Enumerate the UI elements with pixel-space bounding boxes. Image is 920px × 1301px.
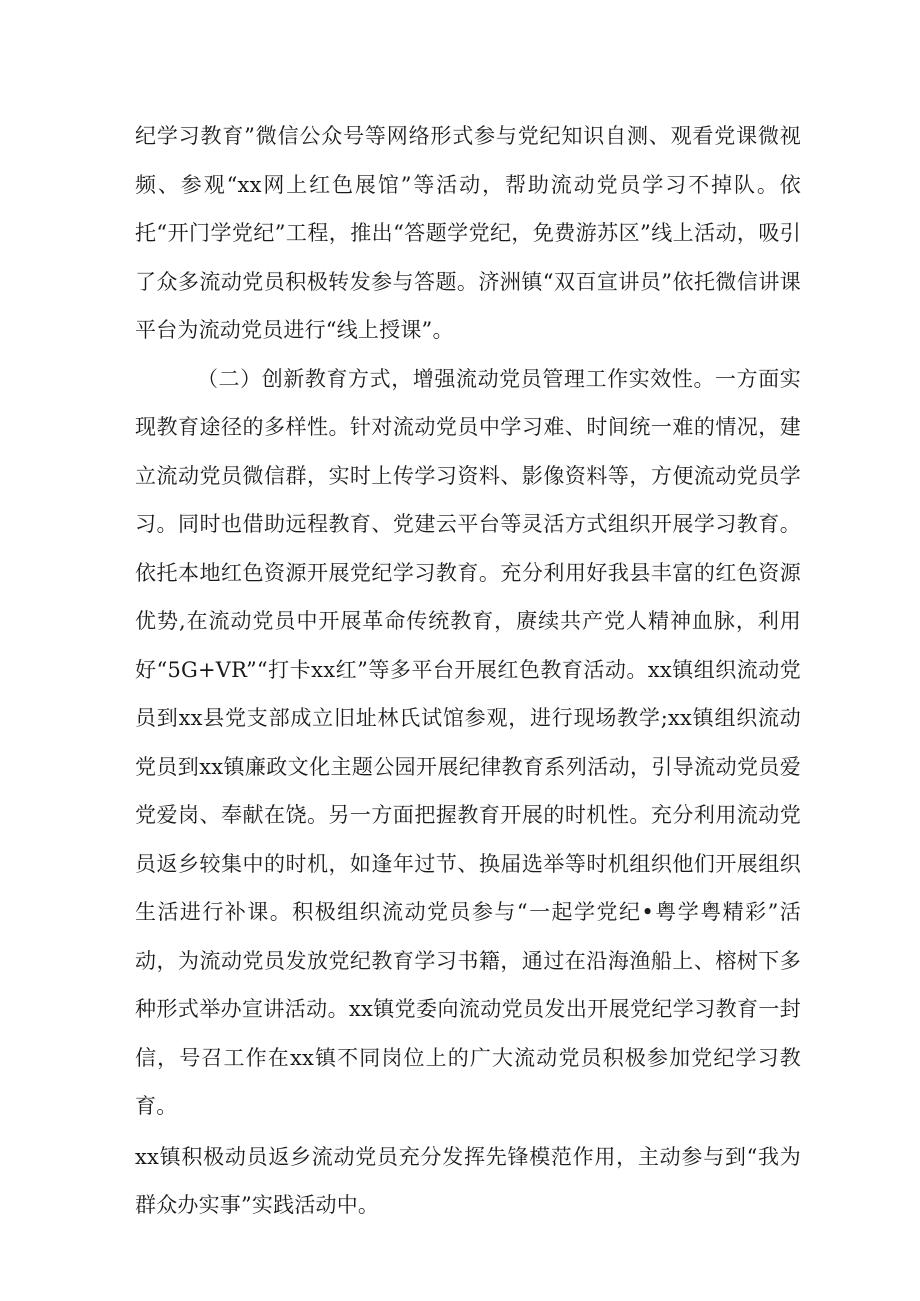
paragraph-town-mobilization: xx镇积极动员返乡流动党员充分发挥先锋模范作用，主动参与到“我为群众办实事”实践活动中。: [135, 1144, 801, 1217]
document-body: [135, 112, 801, 1230]
paragraph-continuation: 纪学习教育”微信公众号等网络形式参与党纪知识自测、观看党课微视频、参观“xx网上红色展馆”等活动，帮助流动党员学习不掉队。依托“开门学党纪”工程，推出“答题学党纪，免费游苏区”线上活动，吸引了众多流动党员积极转发参与答题。济洲镇“双百宣讲员”依托微信讲课平台为流动党员进行“线上授课”。: [135, 124, 801, 342]
paragraph-education-methods: （二）创新教育方式，增强流动党员管理工作实效性。一方面实现教育途径的多样性。针对流动党员中学习难、时间统一难的情况，建立流动党员微信群，实时上传学习资料、影像资料等，方便流动党员学习。同时也借助远程教育、党建云平台等灵活方式组织开展学习教育。依托本地红色资源开展党纪学习教育。充分利用好我县丰富的红色资源优势,在流动党员中开展革命传统教育，赓续共产党人精神血脉，利用好“5G+VR”“打卡xx红”等多平台开展红色教育活动。xx镇组织流动党员到xx县党支部成立旧址林氏试馆参观，进行现场教学;xx镇组织流动党员到xx镇廉政文化主题公园开展纪律教育系列活动，引导流动党员爱党爱岗、奉献在饶。另一方面把握教育开展的时机性。充分利用流动党员返乡较集中的时机，如逢年过节、换届选举等时机组织他们开展组织生活进行补课。积极组织流动党员参与“一起学党纪•粤学粤精彩”活动，为流动党员发放党纪教育学习书籍，通过在沿海渔船上、榕树下多种形式举办宣讲活动。xx镇党委向流动党员发出开展党纪学习教育一封信，号召工作在xx镇不同岗位上的广大流动党员积极参加党纪学习教育。: [135, 366, 801, 1118]
